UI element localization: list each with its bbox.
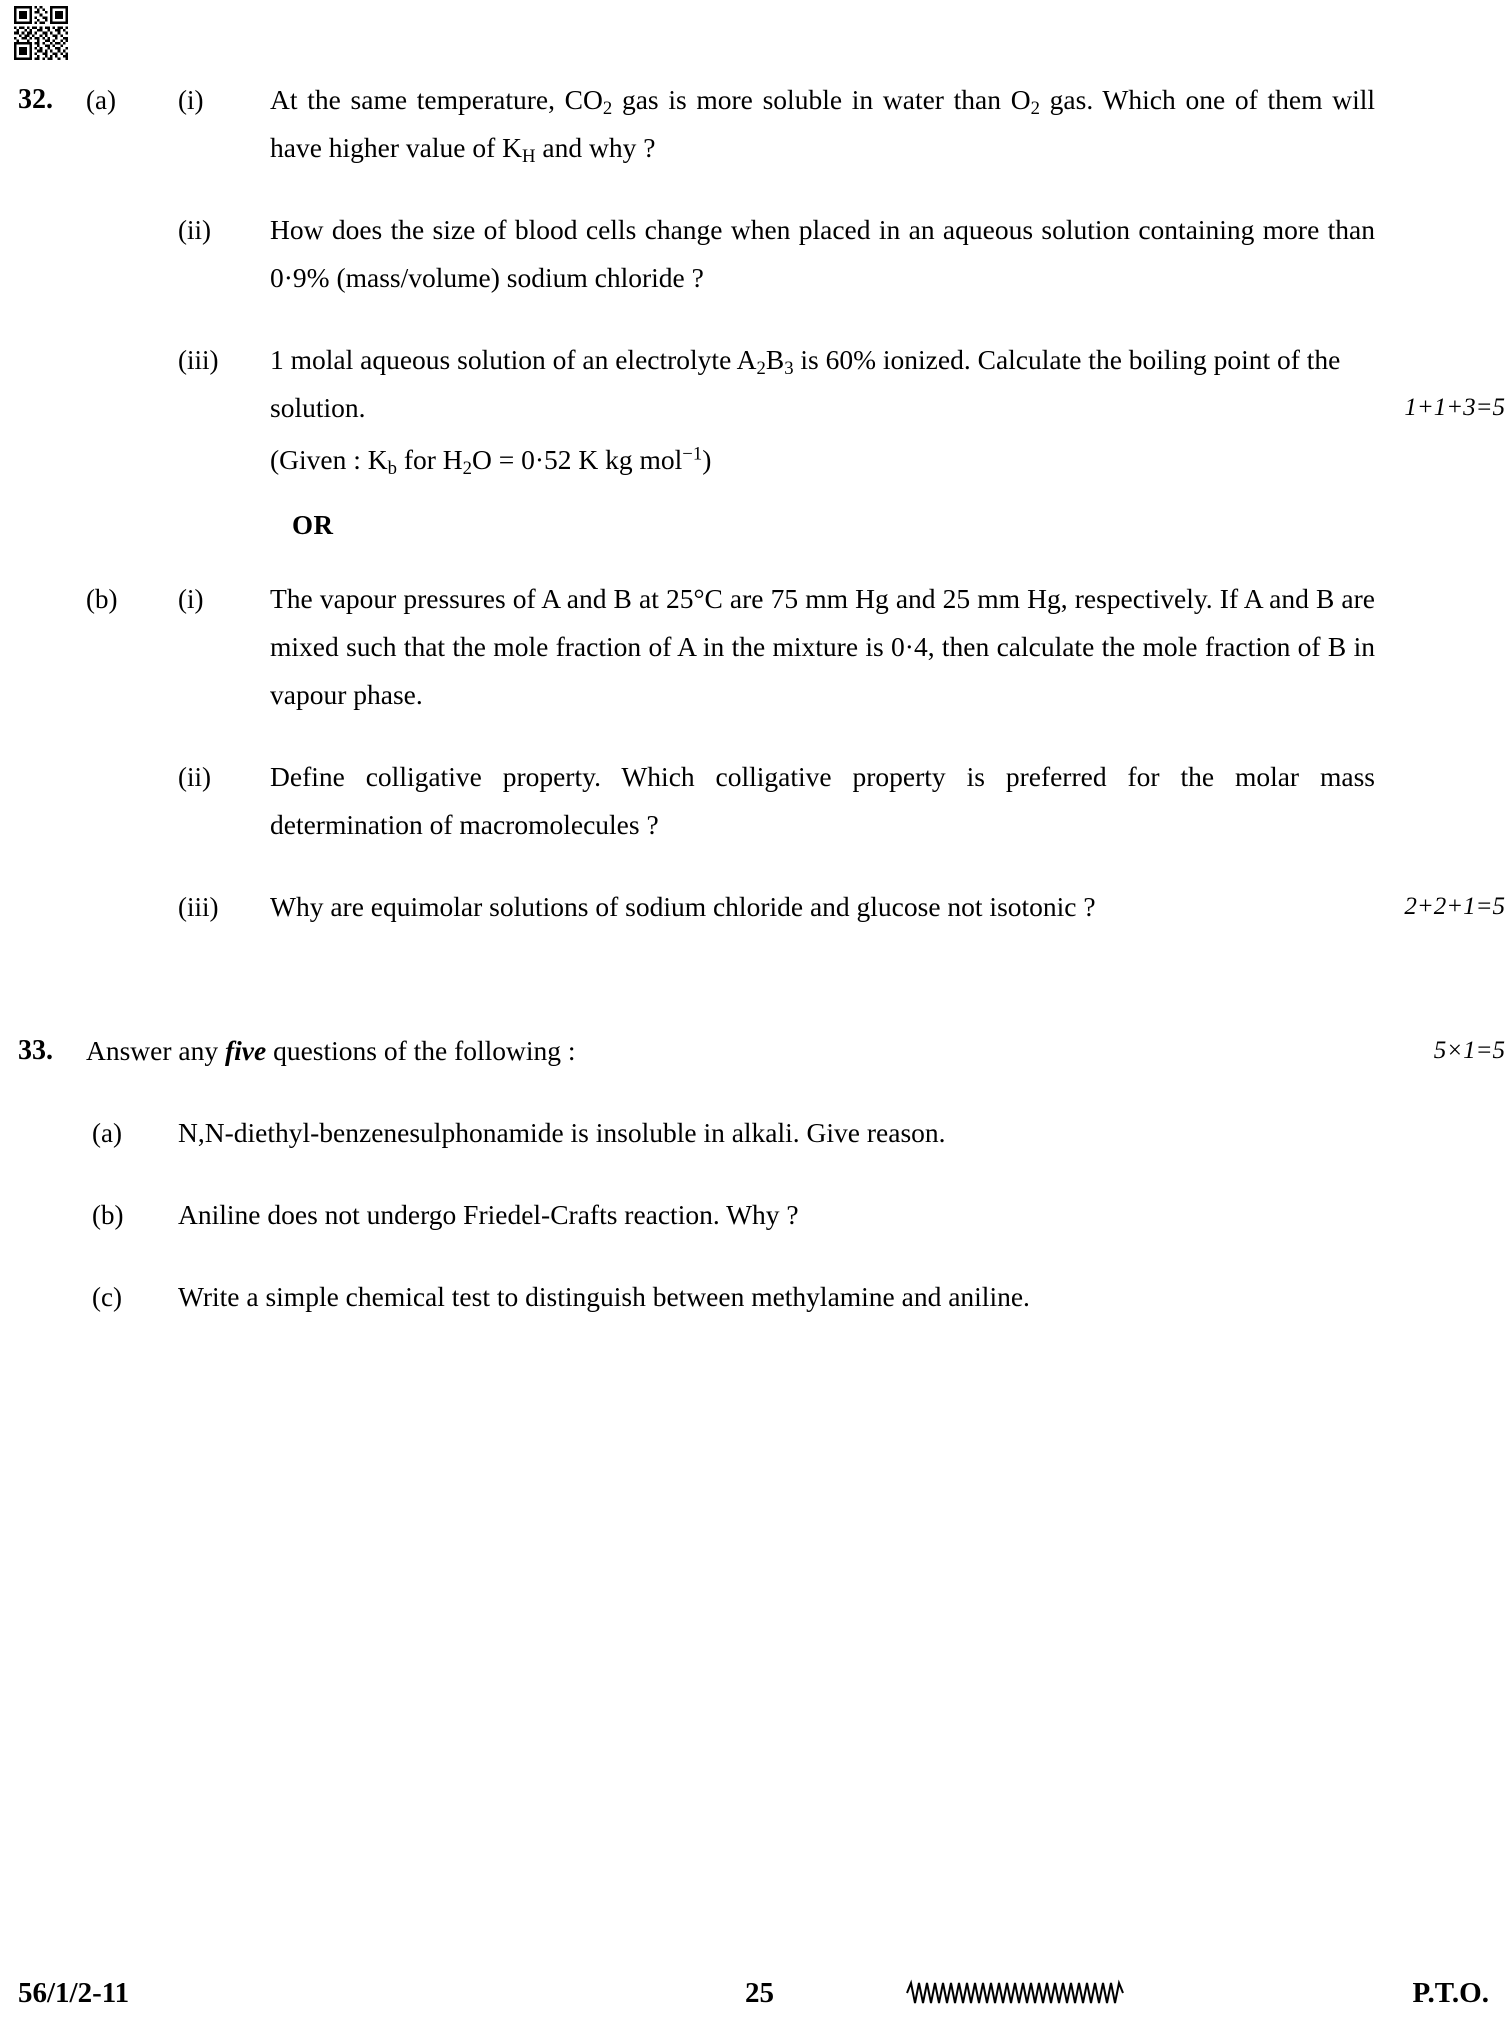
qr-code-icon [14,6,68,60]
zigzag-divider-icon [905,1978,1125,2008]
question-32-a-iii-label: (iii) [178,345,219,375]
question-32-a-i [0,76,1505,172]
spacer [0,488,1505,510]
question-32-a-marks: 1+1+3=5 [1404,394,1505,421]
spacer [0,541,1505,575]
given-constant-text: (Given : $K_b$ for $H_2O = 0\cdot 52$ K kg mol$^{-1}$) [270,443,712,480]
question-33-item-a [0,1109,1505,1157]
question-32-a-ii [0,206,1505,302]
question-33-c-label: (c) [92,1282,122,1312]
spacer [0,1157,1505,1191]
question-33-c-text: Write a simple chemical test to distinguish between methylamine and aniline. [178,1281,1030,1312]
question-32-b-marks: 2+2+1=5 [1404,893,1505,920]
question-32-b-ii-text: Define colligative property. Which colligative property is preferred for the molar mass determination of macromolecules ? [270,761,1375,840]
spacer [0,1239,1505,1273]
question-32-b-iii-body [270,883,1505,931]
question-33-b-label: (b) [92,1200,124,1230]
question-content [0,76,1505,1321]
question-32-b-iii-label: (iii) [178,892,219,922]
question-32-a-i-text: At the same temperature, $CO_2$ gas is more soluble in water than $O_2$ gas. Which one of them will have higher value of $K_H$ and why ? [270,84,1376,168]
question-32-a-ii-text: How does the size of blood cells change when placed in an aqueous solution containing more than 0·9% (mass/volume) sodium chloride ? [270,214,1375,293]
question-33-marks: 5×1=5 [1433,1037,1505,1064]
spacer [0,931,1505,1027]
spacer [0,719,1505,753]
spacer [0,172,1505,206]
spacer [0,849,1505,883]
question-32-a-iii-text: 1 molal aqueous solution of an electrolyte $A_2B_3$ is 60% ionized. Calculate the boiling point of the solution. [270,344,1341,423]
question-32-b-ii [0,753,1505,849]
question-33-stem: Answer any five questions of the following : [86,1035,576,1066]
question-32-b-iii-text: Why are equimolar solutions of sodium chloride and glucose not isotonic ? [270,891,1096,922]
question-32-a-iii-body [270,336,1505,432]
question-32-a-iii-given [270,432,1505,488]
question-33-header [0,1027,1505,1075]
question-33-a-label: (a) [92,1118,122,1148]
question-32-b-i-label: (i) [178,584,204,614]
question-32-a-i-label: (i) [178,85,204,115]
question-33-b-text: Aniline does not undergo Friedel-Crafts reaction. Why ? [178,1199,799,1230]
question-32-number: 32. [18,84,53,115]
question-32-b-ii-label: (ii) [178,762,211,792]
question-32-a-iii [0,336,1505,432]
question-32-b-i [0,575,1505,719]
question-32-a-iii-marks-row [0,432,1505,488]
page-footer [0,1970,1505,2016]
question-32-part-a-label: (a) [86,85,116,115]
paper-code: 56/1/2-11 [18,1976,130,2009]
spacer [0,1075,1505,1109]
turn-over-label: P.T.O. [1412,1976,1489,2009]
question-32-part-b-label: (b) [86,584,118,614]
question-33-number: 33. [18,1035,53,1066]
question-32-b-iii [0,883,1505,931]
question-33-stem-wrap [86,1027,1505,1075]
question-33-item-c [0,1273,1505,1321]
question-33-a-text: N,N-diethyl-benzenesulphonamide is insoluble in alkali. Give reason. [178,1117,946,1148]
or-separator: OR [292,510,334,540]
question-32-b-i-text: The vapour pressures of A and B at 25°C are 75 mm Hg and 25 mm Hg, respectively. If A and B are mixed such that the mole fraction of A in the mixture is 0·4, then calculate the mole fraction of B in vapour phase. [270,583,1375,710]
question-32-a-ii-label: (ii) [178,215,211,245]
page-number: 25 [745,1976,774,2009]
question-33-item-b [0,1191,1505,1239]
spacer [0,302,1505,336]
